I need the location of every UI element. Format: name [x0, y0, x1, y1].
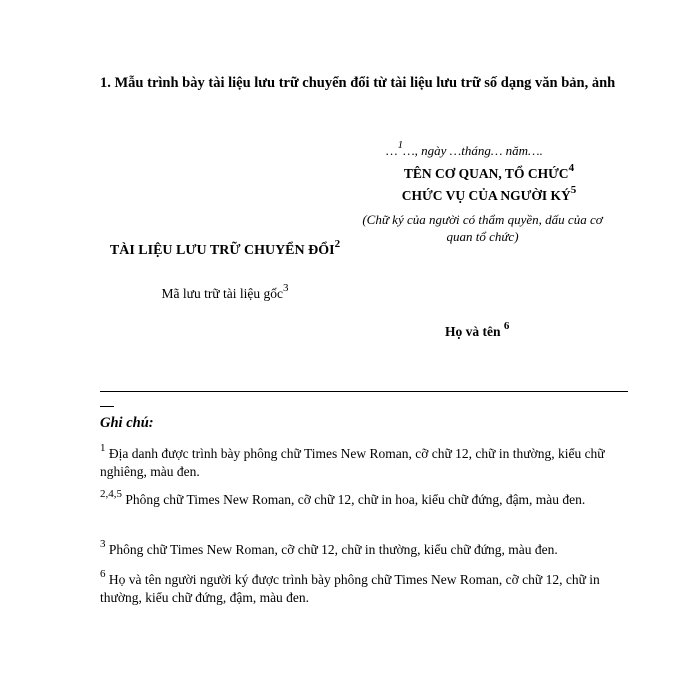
organization-name [384, 162, 594, 182]
date-footnote-marker: 1 [397, 139, 404, 151]
section-heading: 1. Mẫu trình bày tài liệu lưu trữ chuyển đổi từ tài liệu lưu trữ số dạng văn bản, ảnh [100, 75, 616, 91]
original-code-footnote-marker: 3 [282, 282, 289, 294]
note-text: Họ và tên người người ký được trình bày phông chữ Times New Roman, cỡ chữ 12, chữ in thường, kiểu chữ đứng, đậm, màu đen. [100, 572, 600, 605]
note-item [100, 568, 630, 607]
original-archive-code-text: Mã lưu trữ tài liệu gốc [161, 286, 283, 301]
original-archive-code [100, 282, 350, 302]
document-title [100, 239, 350, 262]
document-title-footnote-marker: 2 [334, 238, 341, 250]
signer-name-footnote-marker: 6 [503, 320, 510, 332]
note-marker: 3 [100, 538, 106, 550]
separator-line-end [100, 406, 114, 407]
organization-footnote-marker: 4 [568, 162, 575, 174]
note-text: Phông chữ Times New Roman, cỡ chữ 12, chữ in thường, kiểu chữ đứng, màu đen. [108, 542, 558, 557]
date-text: …, ngày …tháng… năm…. [403, 143, 543, 158]
signer-footnote-marker: 5 [570, 184, 577, 196]
separator-line [100, 391, 628, 392]
signer-name-text: Họ và tên [445, 324, 501, 339]
note-marker: 2,4,5 [100, 488, 122, 500]
date-prefix: … [386, 143, 398, 158]
signature-note: (Chữ ký của người có thẩm quyền, dấu của cơ quan tổ chức) [362, 212, 603, 244]
organization-name-text: TÊN CƠ QUAN, TỔ CHỨC [403, 166, 569, 181]
place-date-line [386, 139, 586, 159]
note-item [100, 442, 630, 481]
note-marker: 6 [100, 568, 106, 580]
signer-name [445, 320, 605, 340]
note-item [100, 538, 630, 559]
signer-title [384, 184, 594, 204]
notes-label: Ghi chú: [100, 415, 154, 431]
signer-title-text: CHỨC VỤ CỦA NGƯỜI KÝ [401, 188, 571, 203]
document-title-text: TÀI LIỆU LƯU TRỮ CHUYỂN ĐỔI [109, 243, 335, 258]
note-text: Phông chữ Times New Roman, cỡ chữ 12, chữ in hoa, kiểu chữ đứng, đậm, màu đen. [125, 492, 586, 507]
note-marker: 1 [100, 442, 106, 454]
note-text: Địa danh được trình bày phông chữ Times New Roman, cỡ chữ 12, chữ in thường, kiểu chữ nghiêng, màu đen. [100, 446, 605, 479]
note-item [100, 488, 630, 509]
